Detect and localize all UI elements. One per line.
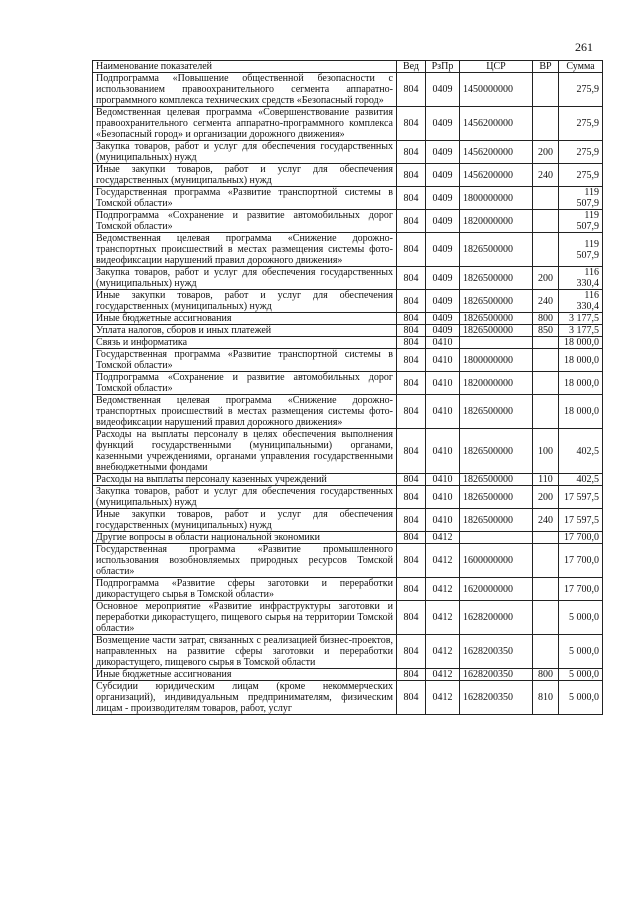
cell-vr	[533, 107, 559, 141]
table-row	[93, 313, 603, 325]
cell-rzpr: 0409	[426, 141, 460, 164]
cell-rzpr: 0410	[426, 372, 460, 395]
cell-vr	[533, 187, 559, 210]
table-row	[93, 544, 603, 578]
cell-csr: 1628200350	[460, 669, 533, 681]
cell-csr: 1826500000	[460, 486, 533, 509]
cell-sum: 402,5	[559, 429, 603, 474]
cell-name: Другие вопросы в области национальной экономики	[93, 532, 397, 544]
cell-name: Иные закупки товаров, работ и услуг для обеспечения государственных (муниципальных) нужд	[93, 164, 397, 187]
cell-sum: 18 000,0	[559, 349, 603, 372]
cell-name: Иные бюджетные ассигнования	[93, 313, 397, 325]
cell-sum: 116 330,4	[559, 267, 603, 290]
cell-csr: 1826500000	[460, 395, 533, 429]
cell-ved: 804	[397, 187, 426, 210]
table-row	[93, 73, 603, 107]
table-row	[93, 290, 603, 313]
cell-ved: 804	[397, 532, 426, 544]
cell-ved: 804	[397, 107, 426, 141]
cell-name: Подпрограмма «Развитие сферы заготовки и переработки дикорастущего сырья в Томской области»	[93, 578, 397, 601]
table-row	[93, 233, 603, 267]
cell-vr	[533, 601, 559, 635]
cell-ved: 804	[397, 290, 426, 313]
cell-sum: 18 000,0	[559, 395, 603, 429]
cell-csr: 1826500000	[460, 429, 533, 474]
cell-csr	[460, 337, 533, 349]
cell-sum: 18 000,0	[559, 372, 603, 395]
table-row	[93, 509, 603, 532]
cell-ved: 804	[397, 474, 426, 486]
cell-csr: 1826500000	[460, 313, 533, 325]
cell-name: Расходы на выплаты персоналу в целях обеспечения выполнения функций государственными (муниципальными) органами, казенными учреждениями, органами управления государственными внебюджетными фондами	[93, 429, 397, 474]
cell-ved: 804	[397, 267, 426, 290]
cell-name: Иные закупки товаров, работ и услуг для обеспечения государственных (муниципальных) нужд	[93, 509, 397, 532]
cell-sum: 17 700,0	[559, 532, 603, 544]
cell-csr: 1456200000	[460, 164, 533, 187]
cell-ved: 804	[397, 325, 426, 337]
budget-table	[92, 60, 603, 715]
cell-csr: 1628200000	[460, 601, 533, 635]
cell-csr: 1800000000	[460, 187, 533, 210]
table-row	[93, 372, 603, 395]
cell-vr: 240	[533, 509, 559, 532]
table-row	[93, 325, 603, 337]
cell-csr: 1826500000	[460, 290, 533, 313]
cell-rzpr: 0409	[426, 187, 460, 210]
cell-rzpr: 0409	[426, 267, 460, 290]
cell-rzpr: 0410	[426, 395, 460, 429]
header-ved: Вед	[397, 61, 426, 73]
cell-ved: 804	[397, 210, 426, 233]
cell-vr	[533, 544, 559, 578]
cell-rzpr: 0409	[426, 210, 460, 233]
cell-sum: 17 700,0	[559, 578, 603, 601]
cell-csr: 1800000000	[460, 349, 533, 372]
cell-name: Расходы на выплаты персоналу казенных учреждений	[93, 474, 397, 486]
table-row	[93, 337, 603, 349]
cell-vr	[533, 578, 559, 601]
cell-name: Основное мероприятие «Развитие инфраструктуры заготовки и переработки дикорастущего, пищевого сырья на территории Томской области»	[93, 601, 397, 635]
cell-rzpr: 0410	[426, 509, 460, 532]
cell-name: Государственная программа «Развитие транспортной системы в Томской области»	[93, 187, 397, 210]
table-row	[93, 669, 603, 681]
cell-sum: 119 507,9	[559, 233, 603, 267]
cell-ved: 804	[397, 164, 426, 187]
cell-ved: 804	[397, 601, 426, 635]
cell-name: Подпрограмма «Сохранение и развитие автомобильных дорог Томской области»	[93, 372, 397, 395]
cell-sum: 5 000,0	[559, 681, 603, 715]
cell-name: Государственная программа «Развитие промышленного использования возобновляемых природных ресурсов Томской области»	[93, 544, 397, 578]
cell-ved: 804	[397, 429, 426, 474]
table-row	[93, 486, 603, 509]
cell-csr: 1628200350	[460, 635, 533, 669]
header-sum: Сумма	[559, 61, 603, 73]
cell-ved: 804	[397, 681, 426, 715]
table-row	[93, 187, 603, 210]
cell-sum: 275,9	[559, 73, 603, 107]
cell-vr	[533, 395, 559, 429]
cell-rzpr: 0409	[426, 290, 460, 313]
cell-rzpr: 0410	[426, 337, 460, 349]
cell-rzpr: 0409	[426, 233, 460, 267]
header-name: Наименование показателей	[93, 61, 397, 73]
cell-ved: 804	[397, 635, 426, 669]
cell-rzpr: 0412	[426, 681, 460, 715]
table-row	[93, 429, 603, 474]
cell-ved: 804	[397, 337, 426, 349]
cell-name: Связь и информатика	[93, 337, 397, 349]
table-row	[93, 681, 603, 715]
cell-rzpr: 0412	[426, 601, 460, 635]
cell-sum: 3 177,5	[559, 325, 603, 337]
cell-vr: 800	[533, 669, 559, 681]
cell-sum: 275,9	[559, 107, 603, 141]
cell-sum: 275,9	[559, 164, 603, 187]
cell-name: Государственная программа «Развитие транспортной системы в Томской области»	[93, 349, 397, 372]
cell-sum: 119 507,9	[559, 210, 603, 233]
cell-ved: 804	[397, 73, 426, 107]
cell-sum: 18 000,0	[559, 337, 603, 349]
cell-name: Ведомственная целевая программа «Снижение дорожно-транспортных происшествий в местах размещения системы фото-видеофиксации нарушений правил дорожного движения»	[93, 233, 397, 267]
cell-csr: 1456200000	[460, 141, 533, 164]
table-row	[93, 635, 603, 669]
cell-name: Подпрограмма «Повышение общественной безопасности с использованием правоохранительного сегмента аппаратно-программного комплекса технических средств «Безопасный город»	[93, 73, 397, 107]
cell-csr: 1826500000	[460, 267, 533, 290]
table-row	[93, 164, 603, 187]
cell-csr: 1826500000	[460, 509, 533, 532]
cell-rzpr: 0412	[426, 578, 460, 601]
table-row	[93, 578, 603, 601]
cell-ved: 804	[397, 395, 426, 429]
cell-name: Закупка товаров, работ и услуг для обеспечения государственных (муниципальных) нужд	[93, 141, 397, 164]
cell-sum: 17 700,0	[559, 544, 603, 578]
cell-csr: 1826500000	[460, 325, 533, 337]
cell-rzpr: 0412	[426, 532, 460, 544]
cell-rzpr: 0409	[426, 313, 460, 325]
cell-vr: 110	[533, 474, 559, 486]
table-row	[93, 267, 603, 290]
cell-vr: 200	[533, 141, 559, 164]
cell-vr	[533, 233, 559, 267]
cell-csr: 1450000000	[460, 73, 533, 107]
table-row	[93, 532, 603, 544]
cell-csr: 1620000000	[460, 578, 533, 601]
cell-ved: 804	[397, 349, 426, 372]
header-rzpr: РзПр	[426, 61, 460, 73]
cell-name: Иные закупки товаров, работ и услуг для обеспечения государственных (муниципальных) нужд	[93, 290, 397, 313]
cell-ved: 804	[397, 313, 426, 325]
cell-ved: 804	[397, 233, 426, 267]
cell-rzpr: 0409	[426, 107, 460, 141]
cell-vr: 240	[533, 164, 559, 187]
cell-ved: 804	[397, 544, 426, 578]
cell-csr: 1628200350	[460, 681, 533, 715]
table-row	[93, 474, 603, 486]
cell-name: Подпрограмма «Сохранение и развитие автомобильных дорог Томской области»	[93, 210, 397, 233]
cell-ved: 804	[397, 486, 426, 509]
cell-ved: 804	[397, 141, 426, 164]
table-row	[93, 395, 603, 429]
cell-name: Ведомственная целевая программа «Снижение дорожно-транспортных происшествий в местах размещения системы фото-видеофиксации нарушений правил дорожного движения»	[93, 395, 397, 429]
table-row	[93, 141, 603, 164]
cell-vr: 100	[533, 429, 559, 474]
table-row	[93, 349, 603, 372]
cell-rzpr: 0410	[426, 349, 460, 372]
cell-vr: 800	[533, 313, 559, 325]
cell-rzpr: 0412	[426, 635, 460, 669]
header-csr: ЦСР	[460, 61, 533, 73]
cell-sum: 5 000,0	[559, 635, 603, 669]
cell-csr: 1820000000	[460, 210, 533, 233]
table-row	[93, 107, 603, 141]
cell-rzpr: 0410	[426, 474, 460, 486]
cell-vr: 810	[533, 681, 559, 715]
table-row	[93, 601, 603, 635]
cell-rzpr: 0409	[426, 73, 460, 107]
cell-vr: 200	[533, 267, 559, 290]
cell-rzpr: 0410	[426, 429, 460, 474]
cell-ved: 804	[397, 578, 426, 601]
cell-name: Уплата налогов, сборов и иных платежей	[93, 325, 397, 337]
cell-sum: 275,9	[559, 141, 603, 164]
cell-name: Иные бюджетные ассигнования	[93, 669, 397, 681]
cell-csr: 1826500000	[460, 474, 533, 486]
cell-rzpr: 0409	[426, 164, 460, 187]
cell-rzpr: 0412	[426, 669, 460, 681]
cell-vr	[533, 372, 559, 395]
cell-rzpr: 0410	[426, 486, 460, 509]
cell-vr	[533, 210, 559, 233]
cell-rzpr: 0412	[426, 544, 460, 578]
cell-sum: 17 597,5	[559, 486, 603, 509]
cell-sum: 5 000,0	[559, 669, 603, 681]
cell-csr: 1456200000	[460, 107, 533, 141]
cell-name: Закупка товаров, работ и услуг для обеспечения государственных (муниципальных) нужд	[93, 267, 397, 290]
cell-csr	[460, 532, 533, 544]
cell-name: Возмещение части затрат, связанных с реализацией бизнес-проектов, направленных на развитие сферы заготовки и переработки дикорастущего, пищевого сырья в Томской области	[93, 635, 397, 669]
cell-vr: 240	[533, 290, 559, 313]
table-header-row	[93, 61, 603, 73]
cell-csr: 1826500000	[460, 233, 533, 267]
cell-name: Закупка товаров, работ и услуг для обеспечения государственных (муниципальных) нужд	[93, 486, 397, 509]
cell-vr	[533, 532, 559, 544]
cell-ved: 804	[397, 669, 426, 681]
cell-vr	[533, 635, 559, 669]
table-row	[93, 210, 603, 233]
cell-csr: 1820000000	[460, 372, 533, 395]
cell-sum: 3 177,5	[559, 313, 603, 325]
cell-ved: 804	[397, 509, 426, 532]
cell-sum: 17 597,5	[559, 509, 603, 532]
cell-sum: 402,5	[559, 474, 603, 486]
cell-sum: 116 330,4	[559, 290, 603, 313]
header-vr: ВР	[533, 61, 559, 73]
cell-rzpr: 0409	[426, 325, 460, 337]
page-number: 261	[575, 40, 593, 54]
cell-vr: 200	[533, 486, 559, 509]
cell-vr	[533, 349, 559, 372]
cell-vr	[533, 337, 559, 349]
cell-name: Субсидии юридическим лицам (кроме некоммерческих организаций), индивидуальным предпринимателям, физическим лицам - производителям товаров, работ, услуг	[93, 681, 397, 715]
cell-name: Ведомственная целевая программа «Совершенствование развития правоохранительного сегмента аппаратно-программного комплекса «Безопасный город» и организации дорожного движения»	[93, 107, 397, 141]
cell-csr: 1600000000	[460, 544, 533, 578]
cell-sum: 5 000,0	[559, 601, 603, 635]
cell-ved: 804	[397, 372, 426, 395]
cell-vr	[533, 73, 559, 107]
cell-sum: 119 507,9	[559, 187, 603, 210]
cell-vr: 850	[533, 325, 559, 337]
